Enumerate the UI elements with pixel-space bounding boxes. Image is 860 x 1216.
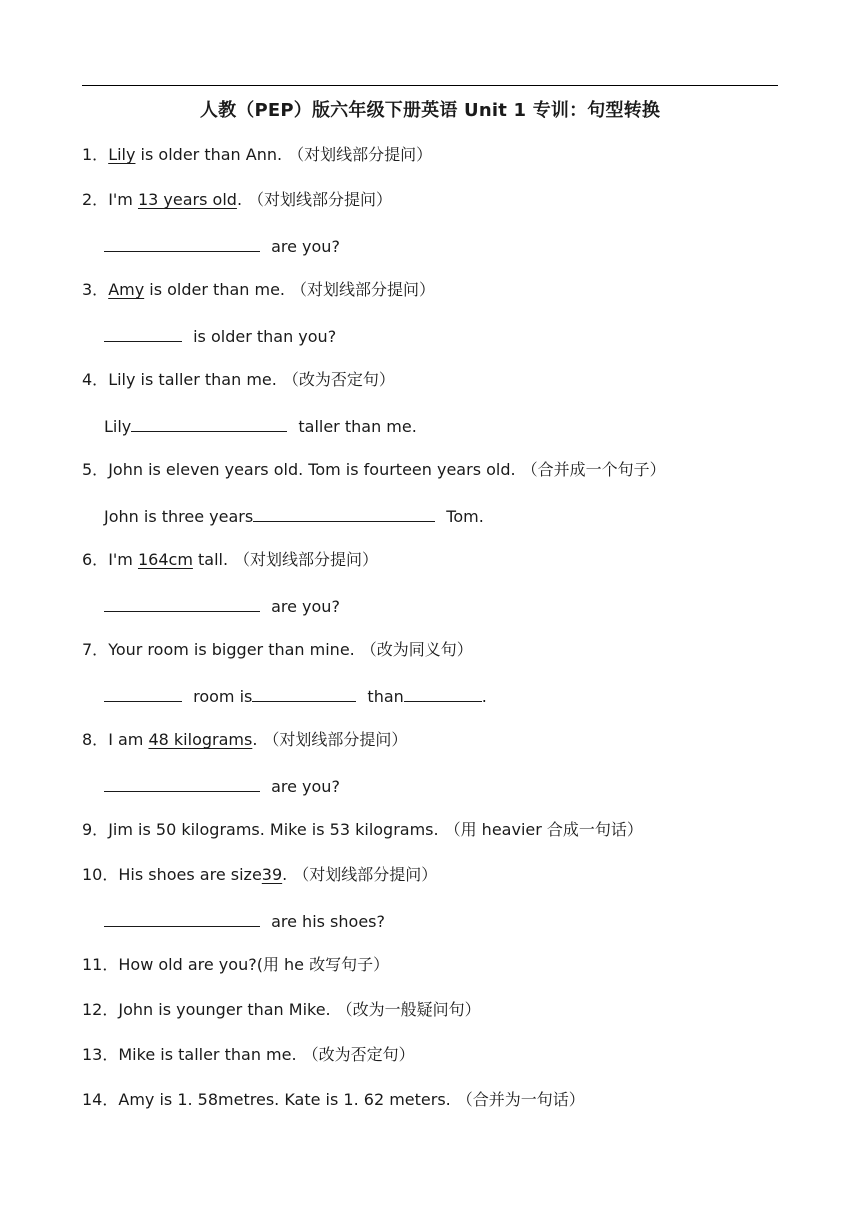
- instruction-note: （用 heavier 合成一句话）: [444, 820, 643, 839]
- question-7: [82, 639, 473, 661]
- question-text: Lily is taller than me.: [108, 370, 277, 389]
- answer-line-2: [104, 234, 340, 258]
- question-number: 1．: [82, 145, 109, 164]
- instruction-note: (用 he 改写句子）: [256, 955, 390, 974]
- answer-text: .: [481, 687, 487, 706]
- question-text: I'm: [108, 190, 138, 209]
- question-2: [82, 189, 392, 211]
- instruction-note: （改为否定句）: [282, 370, 395, 389]
- answer-text: are you?: [266, 777, 340, 796]
- answer-blank[interactable]: [104, 234, 260, 252]
- instruction-note: （改为一般疑问句）: [336, 1000, 481, 1019]
- instruction-note: （改为同义句）: [360, 640, 473, 659]
- question-text: .: [282, 865, 288, 884]
- answer-text: Lily: [104, 417, 132, 436]
- underlined-text: Amy: [108, 280, 145, 299]
- underlined-text: 39: [261, 865, 283, 884]
- instruction-note: （对划线部分提问）: [248, 190, 393, 209]
- question-text: tall.: [192, 550, 229, 569]
- instruction-note: （对划线部分提问）: [263, 730, 408, 749]
- answer-text: Tom.: [441, 507, 484, 526]
- answer-blank[interactable]: [104, 684, 182, 702]
- answer-blank[interactable]: [104, 774, 260, 792]
- answer-text: room is: [188, 687, 253, 706]
- question-number: 7．: [82, 640, 109, 659]
- question-number: 14．: [82, 1090, 119, 1109]
- question-number: 2．: [82, 190, 109, 209]
- question-text: How old are you?: [118, 955, 257, 974]
- question-number: 9．: [82, 820, 109, 839]
- answer-text: than: [362, 687, 404, 706]
- question-6: [82, 549, 378, 571]
- question-4: [82, 369, 395, 391]
- question-number: 8．: [82, 730, 109, 749]
- instruction-note: （合并成一个句子）: [521, 460, 666, 479]
- answer-blank[interactable]: [104, 909, 260, 927]
- answer-line-4: [104, 414, 417, 438]
- answer-line-7: [104, 684, 487, 708]
- question-9: [82, 819, 643, 841]
- answer-blank[interactable]: [404, 684, 482, 702]
- page-title: 人教（PEP）版六年级下册英语 Unit 1 专训：句型转换: [199, 100, 661, 121]
- question-text: is older than me.: [144, 280, 285, 299]
- underlined-text: 48 kilograms: [148, 730, 253, 749]
- answer-blank[interactable]: [131, 414, 287, 432]
- header-rule: [82, 85, 778, 86]
- answer-line-10: [104, 909, 385, 933]
- question-number: 11．: [82, 955, 119, 974]
- question-text: John is eleven years old. Tom is fourteen years old.: [108, 460, 516, 479]
- question-text: His shoes are size: [118, 865, 262, 884]
- answer-line-3: [104, 324, 336, 348]
- answer-line-5: [104, 504, 484, 528]
- underlined-text: 164cm: [137, 550, 193, 569]
- question-text: I'm: [108, 550, 138, 569]
- question-12: [82, 999, 481, 1021]
- question-text: is older than Ann.: [135, 145, 283, 164]
- answer-blank[interactable]: [104, 594, 260, 612]
- question-number: 3．: [82, 280, 109, 299]
- question-text: Mike is taller than me.: [118, 1045, 297, 1064]
- question-5: [82, 459, 666, 481]
- answer-blank[interactable]: [104, 324, 182, 342]
- question-text: Jim is 50 kilograms. Mike is 53 kilograms.: [108, 820, 439, 839]
- answer-text: taller than me.: [293, 417, 417, 436]
- answer-line-8: [104, 774, 340, 798]
- answer-text: is older than you?: [188, 327, 337, 346]
- instruction-note: （对划线部分提问）: [234, 550, 379, 569]
- question-number: 12．: [82, 1000, 119, 1019]
- question-number: 10．: [82, 865, 119, 884]
- underlined-text: 13 years old: [137, 190, 237, 209]
- question-13: [82, 1044, 415, 1066]
- question-number: 4．: [82, 370, 109, 389]
- question-text: .: [252, 730, 258, 749]
- answer-text: are his shoes?: [266, 912, 385, 931]
- answer-blank[interactable]: [253, 504, 435, 522]
- instruction-note: （对划线部分提问）: [291, 280, 436, 299]
- question-text: .: [236, 190, 243, 209]
- question-3: [82, 279, 435, 301]
- question-text: Amy is 1. 58metres. Kate is 1. 62 meters.: [118, 1090, 451, 1109]
- answer-blank[interactable]: [252, 684, 356, 702]
- question-1: [82, 144, 432, 166]
- question-text: John is younger than Mike.: [118, 1000, 331, 1019]
- question-text: I am: [108, 730, 149, 749]
- question-number: 6．: [82, 550, 109, 569]
- instruction-note: （改为否定句）: [302, 1045, 415, 1064]
- underlined-text: Lily: [108, 145, 136, 164]
- answer-text: are you?: [266, 237, 340, 256]
- question-text: Your room is bigger than mine.: [108, 640, 355, 659]
- question-11: [82, 954, 389, 976]
- question-8: [82, 729, 407, 751]
- answer-text: John is three years: [104, 507, 254, 526]
- instruction-note: （对划线部分提问）: [293, 865, 438, 884]
- instruction-note: （对划线部分提问）: [288, 145, 433, 164]
- question-10: [82, 864, 437, 886]
- answer-line-6: [104, 594, 340, 618]
- question-number: 5．: [82, 460, 109, 479]
- answer-text: are you?: [266, 597, 340, 616]
- instruction-note: （合并为一句话）: [456, 1090, 585, 1109]
- question-number: 13．: [82, 1045, 119, 1064]
- question-14: [82, 1089, 585, 1111]
